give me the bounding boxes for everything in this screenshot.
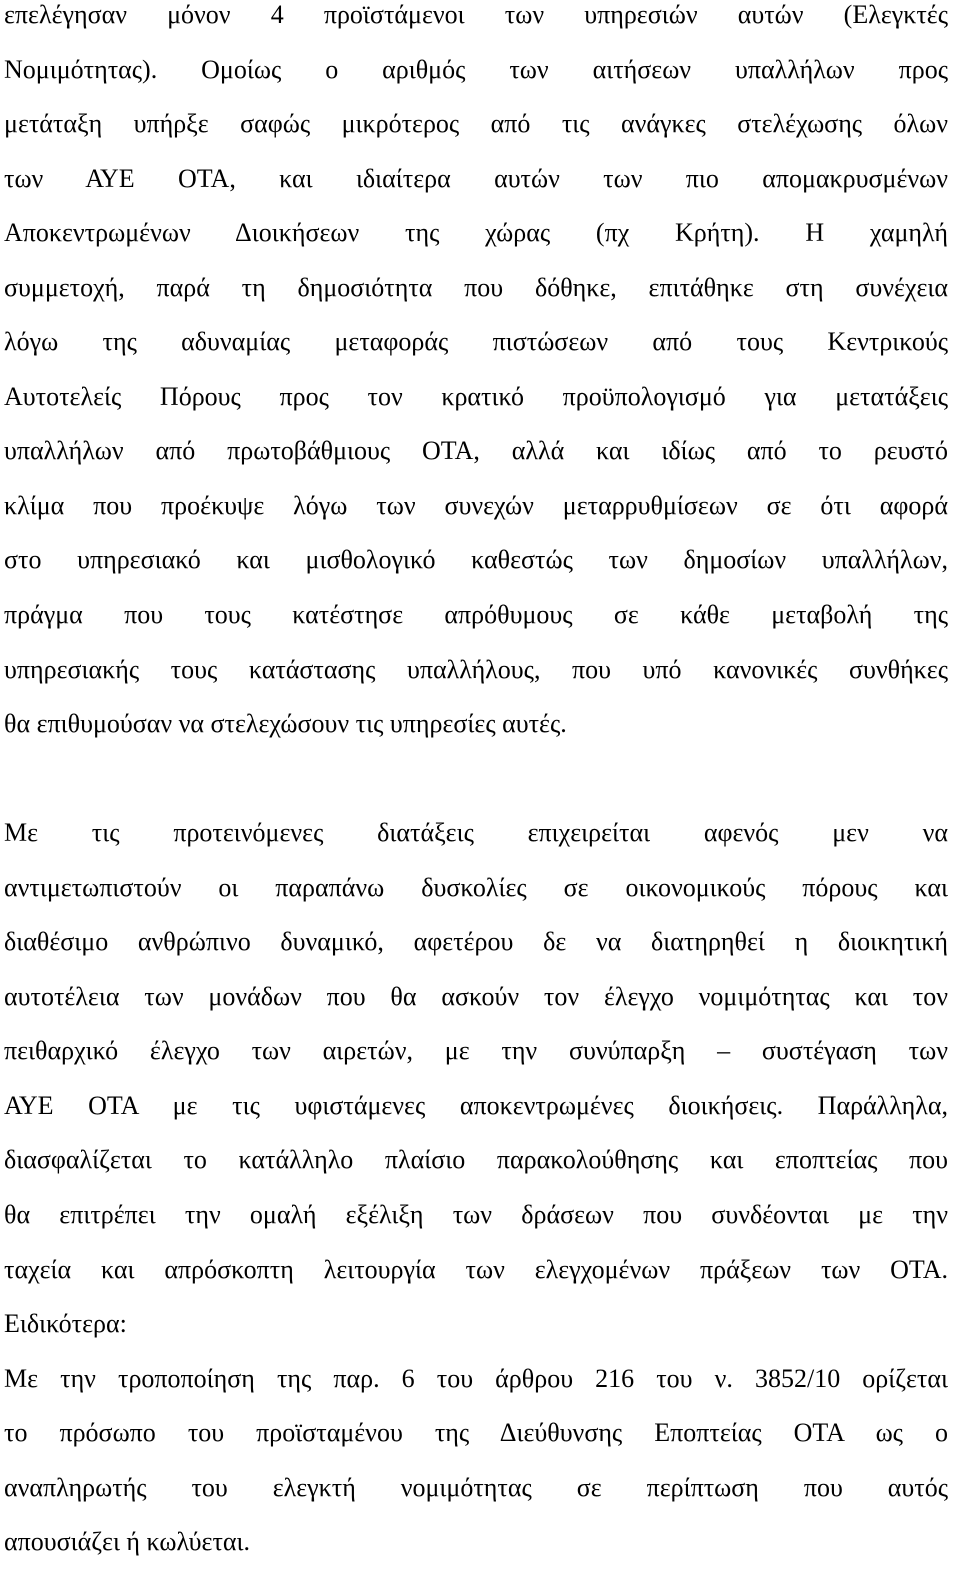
text-line: πειθαρχικό έλεγχο των αιρετών, με την συνύπαρξη – συστέγαση των xyxy=(4,1036,948,1066)
text-line: μετάταξη υπήρξε σαφώς μικρότερος από τις ανάγκες στελέχωσης όλων xyxy=(4,109,948,139)
text-line: Με την τροποποίηση της παρ. 6 του άρθρου 216 του ν. 3852/10 ορίζεται xyxy=(4,1363,948,1393)
paragraph-amendment xyxy=(4,1352,948,1570)
text-line: κλίμα που προέκυψε λόγω των συνεχών μεταρρυθμίσεων σε ότι αφορά xyxy=(4,490,948,520)
text-line: των ΑΥΕ ΟΤΑ, και ιδιαίτερα αυτών των πιο απομακρυσμένων xyxy=(4,163,948,193)
text-line: αναπληρωτής του ελεγκτή νομιμότητας σε περίπτωση που αυτός xyxy=(4,1472,948,1502)
paragraph-proposed-provisions xyxy=(4,806,948,1351)
text-line: απουσιάζει ή κωλύεται. xyxy=(4,1527,251,1557)
text-line: θα επιθυμούσαν να στελεχώσουν τις υπηρεσίες αυτές. xyxy=(4,709,567,739)
text-line: Αυτοτελείς Πόρους προς τον κρατικό προϋπολογισμό για μετατάξεις xyxy=(4,381,948,411)
text-line: διαθέσιμο ανθρώπινο δυναμικό, αφετέρου δε να διατηρηθεί η διοικητική xyxy=(4,927,948,957)
text-line: υπηρεσιακής τους κατάστασης υπαλλήλους, που υπό κανονικές συνθήκες xyxy=(4,654,948,684)
text-line: συμμετοχή, παρά τη δημοσιότητα που δόθηκε, επιτάθηκε στη συνέχεια xyxy=(4,272,948,302)
text-line: αυτοτέλεια των μονάδων που θα ασκούν τον έλεγχο νομιμότητας και τον xyxy=(4,981,948,1011)
text-line: Ειδικότερα: xyxy=(4,1309,127,1339)
text-line: Νομιμότητας). Ομοίως ο αριθμός των αιτήσεων υπαλλήλων προς xyxy=(4,54,948,84)
text-line: το πρόσωπο του προϊσταμένου της Διεύθυνσης Εποπτείας ΟΤΑ ως ο xyxy=(4,1418,948,1448)
text-line: ΑΥΕ ΟΤΑ με τις υφιστάμενες αποκεντρωμένες διοικήσεις. Παράλληλα, xyxy=(4,1090,948,1120)
text-line: ταχεία και απρόσκοπτη λειτουργία των ελεγχομένων πράξεων των ΟΤΑ. xyxy=(4,1254,948,1284)
document-page xyxy=(4,0,948,1570)
text-line: υπαλλήλων από πρωτοβάθμιους ΟΤΑ, αλλά και ιδίως από το ρευστό xyxy=(4,436,948,466)
text-line: Με τις προτεινόμενες διατάξεις επιχειρείται αφενός μεν να xyxy=(4,818,948,848)
text-line: Αποκεντρωμένων Διοικήσεων της χώρας (πχ Κρήτη). Η χαμηλή xyxy=(4,218,948,248)
text-line: αντιμετωπιστούν οι παραπάνω δυσκολίες σε οικονομικούς πόρους και xyxy=(4,872,948,902)
text-line: λόγω της αδυναμίας μεταφοράς πιστώσεων από τους Κεντρικούς xyxy=(4,327,948,357)
paragraph-gap xyxy=(4,752,948,807)
text-line: πράγμα που τους κατέστησε απρόθυμους σε κάθε μεταβολή της xyxy=(4,600,948,630)
text-line: επελέγησαν μόνον 4 προϊστάμενοι των υπηρεσιών αυτών (Ελεγκτές xyxy=(4,0,948,29)
text-line: διασφαλίζεται το κατάλληλο πλαίσιο παρακολούθησης και εποπτείας που xyxy=(4,1145,948,1175)
text-line: στο υπηρεσιακό και μισθολογικό καθεστώς των δημοσίων υπαλλήλων, xyxy=(4,545,948,575)
paragraph-staffing-difficulties xyxy=(4,0,948,752)
text-line: θα επιτρέπει την ομαλή εξέλιξη των δράσεων που συνδέονται με την xyxy=(4,1200,948,1230)
